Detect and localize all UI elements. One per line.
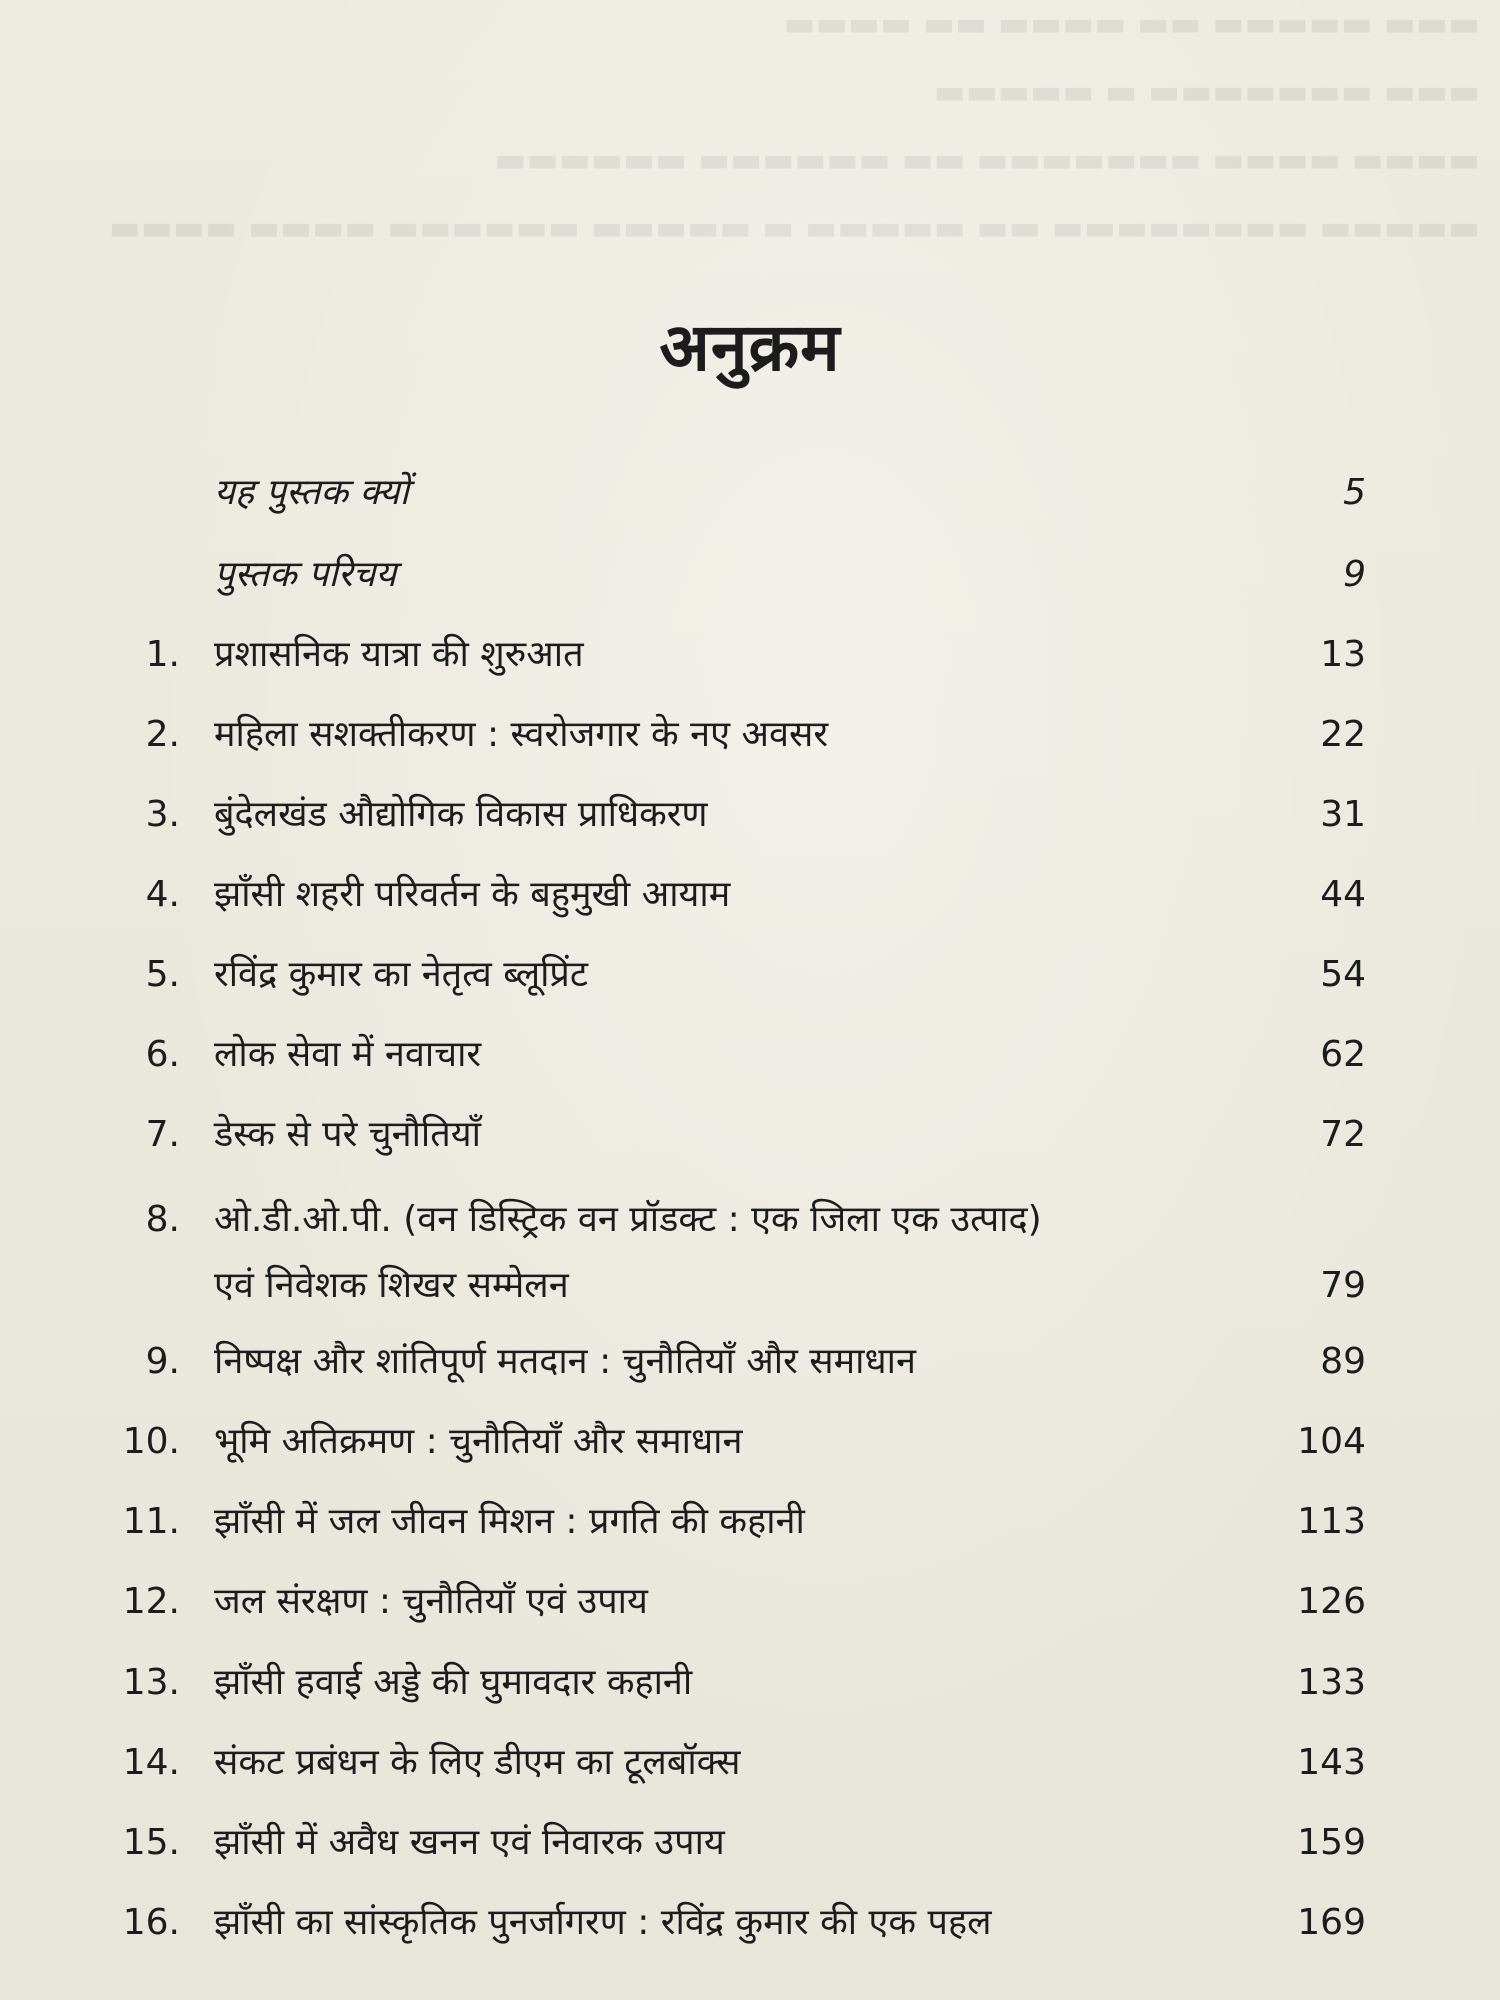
entry-number: 15. — [122, 1822, 180, 1863]
entry-page-number: 22 — [1320, 714, 1366, 755]
entry-title: यह पुस्तक क्यों — [214, 472, 409, 513]
entry-number: 6. — [145, 1034, 180, 1075]
entry-number: 13. — [122, 1662, 180, 1703]
entry-title: प्रशासनिक यात्रा की शुरुआत — [214, 634, 584, 675]
entry-page-number: 5 — [1343, 472, 1366, 513]
entry-title: झाँसी में जल जीवन मिशन : प्रगति की कहानी — [214, 1501, 805, 1542]
entry-page-number: 79 — [1320, 1265, 1366, 1306]
entry-number: 10. — [122, 1421, 180, 1462]
entry-title: निष्पक्ष और शांतिपूर्ण मतदान : चुनौतियाँ और समाधान — [214, 1341, 916, 1382]
entry-title: बुंदेलखंड औद्योगिक विकास प्राधिकरण — [214, 794, 708, 835]
entry-number: 2. — [145, 714, 180, 755]
entry-number: 4. — [145, 874, 180, 915]
entry-title: भूमि अतिक्रमण : चुनौतियाँ और समाधान — [214, 1421, 743, 1462]
entry-page-number: 113 — [1297, 1501, 1366, 1542]
entry-page-number: 89 — [1320, 1341, 1366, 1382]
entry-title: डेस्क से परे चुनौतियाँ — [214, 1114, 481, 1155]
entry-page-number: 169 — [1297, 1902, 1366, 1943]
entry-title: महिला सशक्तीकरण : स्वरोजगार के नए अवसर — [214, 714, 829, 755]
entry-page-number: 62 — [1320, 1034, 1366, 1075]
entry-number: 1. — [145, 634, 180, 675]
entry-number: 7. — [145, 1114, 180, 1155]
entry-title: ओ.डी.ओ.पी. (वन डिस्ट्रिक वन प्रॉडक्ट : एक जिला एक उत्पाद) — [214, 1199, 1042, 1240]
entry-title: झाँसी हवाई अड्डे की घुमावदार कहानी — [214, 1662, 693, 1703]
entry-page-number: 54 — [1320, 954, 1366, 995]
entry-page-number: 31 — [1320, 794, 1366, 835]
entry-title: झाँसी में अवैध खनन एवं निवारक उपाय — [214, 1822, 725, 1863]
entry-number: 16. — [122, 1902, 180, 1943]
entry-number: 12. — [122, 1581, 180, 1622]
show-through-text: ▬▬▬ ▬▬▬▬▬ ▬▬ ▬▬▬▬ ▬▬ ▬▬▬▬ ▬▬▬ ▬▬▬▬▬▬▬ ▬ ▬▬▬▬▬ ▬▬▬▬ ▬▬▬▬ ▬▬▬▬▬▬▬ ▬▬ ▬▬▬▬▬▬ ▬▬▬▬▬▬ ▬▬▬▬▬ ▬▬▬▬▬▬▬▬ ▬▬ ▬▬▬▬▬ ▬ ▬▬▬▬▬ ▬▬▬▬▬▬ ▬▬▬▬ ▬▬▬▬ — [108, 4, 1480, 248]
entry-title: संकट प्रबंधन के लिए डीएम का टूलबॉक्स — [214, 1742, 741, 1783]
page-title: अनुक्रम — [659, 309, 841, 386]
entry-page-number: 104 — [1297, 1421, 1366, 1462]
entry-title: लोक सेवा में नवाचार — [214, 1034, 482, 1075]
entry-page-number: 143 — [1297, 1742, 1366, 1783]
entry-title: पुस्तक परिचय — [214, 554, 397, 595]
entry-page-number: 126 — [1297, 1581, 1366, 1622]
entry-page-number: 13 — [1320, 634, 1366, 675]
entry-page-number: 72 — [1320, 1114, 1366, 1155]
entry-number: 9. — [145, 1341, 180, 1382]
entry-page-number: 44 — [1320, 874, 1366, 915]
entry-title: झाँसी का सांस्कृतिक पुनर्जागरण : रविंद्र कुमार की एक पहल — [214, 1902, 992, 1943]
entry-title: रविंद्र कुमार का नेतृत्व ब्लूप्रिंट — [214, 954, 589, 995]
entry-page-number: 159 — [1297, 1822, 1366, 1863]
entry-number: 5. — [145, 954, 180, 995]
entry-number: 11. — [122, 1501, 180, 1542]
entry-page-number: 9 — [1343, 554, 1366, 595]
entry-page-number: 133 — [1297, 1662, 1366, 1703]
entry-title-continuation: एवं निवेशक शिखर सम्मेलन — [214, 1265, 569, 1306]
entry-number: 8. — [145, 1199, 180, 1240]
entry-title: जल संरक्षण : चुनौतियाँ एवं उपाय — [214, 1581, 648, 1622]
entry-title: झाँसी शहरी परिवर्तन के बहुमुखी आयाम — [214, 874, 731, 915]
entry-number: 3. — [145, 794, 180, 835]
entry-number: 14. — [122, 1742, 180, 1783]
